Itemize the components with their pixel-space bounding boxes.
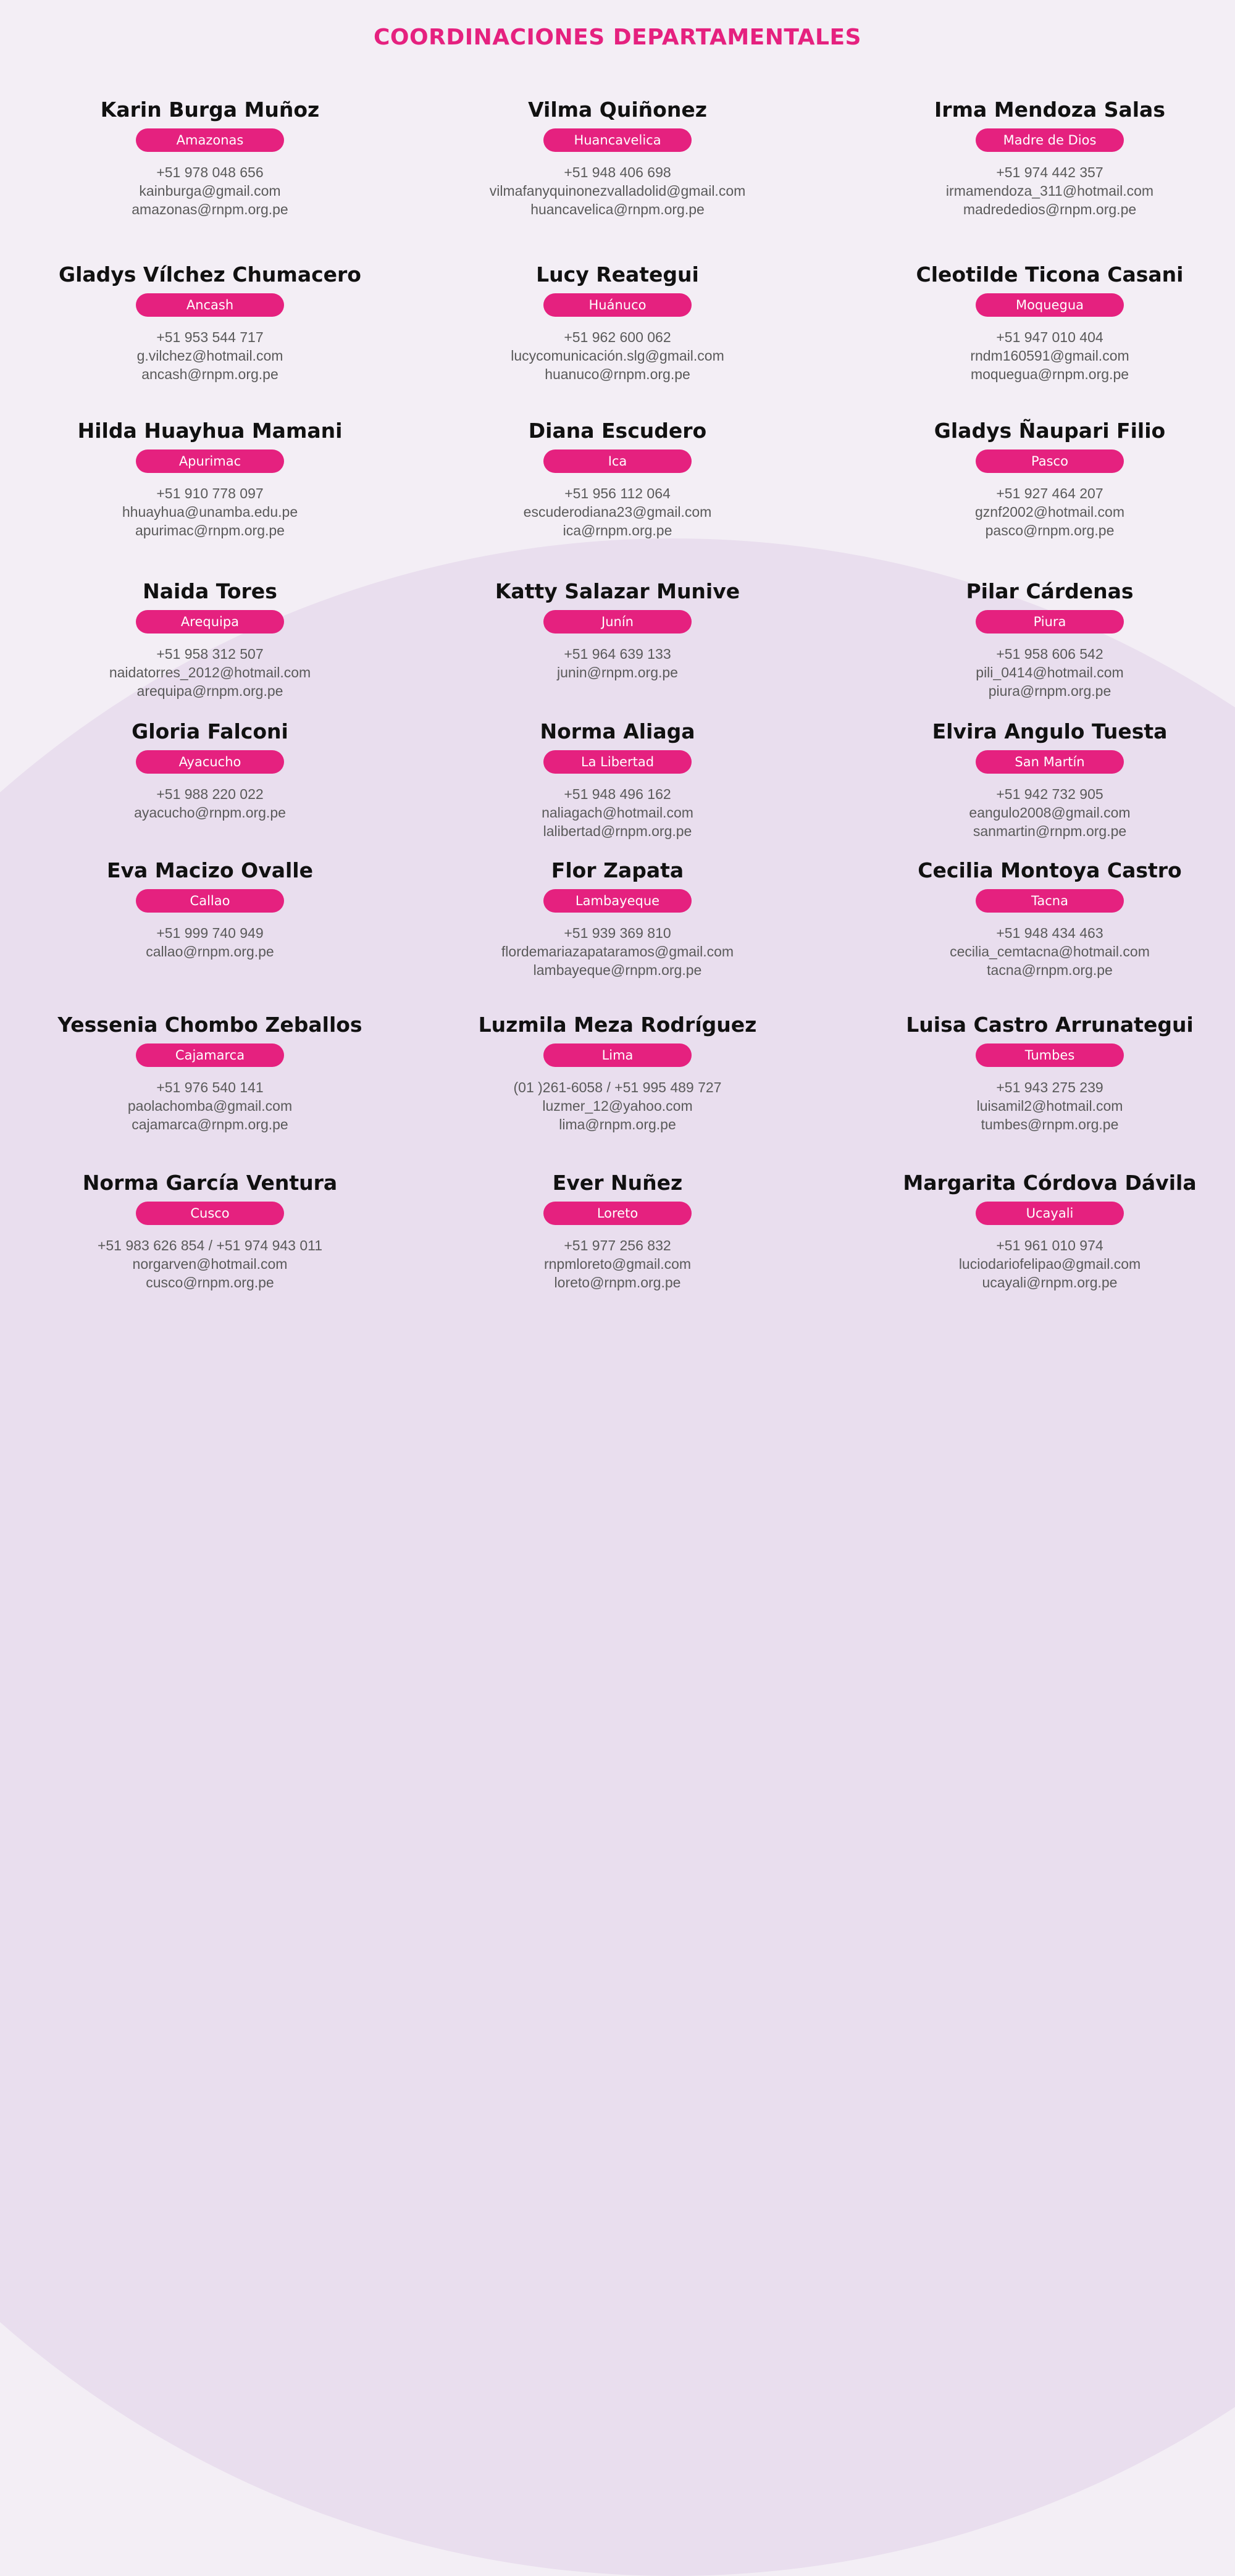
page-title: COORDINACIONES DEPARTAMENTALES <box>374 25 861 50</box>
contact-email[interactable]: lima@rnpm.org.pe <box>559 1116 676 1132</box>
contact-info <box>976 645 1123 700</box>
contact-phone: +51 977 256 832 <box>564 1237 671 1253</box>
contact-phone: +51 999 740 949 <box>156 925 264 941</box>
contact-email[interactable]: sanmartin@rnpm.org.pe <box>973 823 1127 839</box>
department-badge: Lambayeque <box>543 889 692 913</box>
contact-info <box>557 645 678 682</box>
coordinator-name: Irma Mendoza Salas <box>934 98 1165 122</box>
coordinator-name: Norma García Ventura <box>82 1171 338 1195</box>
coordinator-name: Margarita Córdova Dávila <box>903 1171 1197 1195</box>
department-badge: Loreto <box>543 1202 692 1225</box>
contact-info <box>501 924 734 979</box>
contact-email[interactable]: junin@rnpm.org.pe <box>557 664 678 680</box>
contact-email[interactable]: piura@rnpm.org.pe <box>988 683 1112 699</box>
contact-phone: +51 974 442 357 <box>996 164 1103 180</box>
coordinator-card <box>420 719 815 840</box>
contact-email[interactable]: arequipa@rnpm.org.pe <box>136 683 283 699</box>
coordinator-name: Cleotilde Ticona Casani <box>916 262 1184 286</box>
contact-info <box>969 785 1130 840</box>
contact-info <box>128 1078 292 1134</box>
coordinator-name: Naida Tores <box>143 579 277 603</box>
contact-phone: +51 956 112 064 <box>564 485 671 501</box>
contact-email[interactable]: luzmer_12@yahoo.com <box>542 1098 693 1114</box>
department-badge: Madre de Dios <box>976 128 1124 152</box>
contact-info <box>514 1078 722 1134</box>
coordinator-card <box>420 1171 815 1292</box>
coordinator-card <box>12 858 408 961</box>
contact-email[interactable]: tacna@rnpm.org.pe <box>987 962 1113 978</box>
contact-info <box>946 163 1153 219</box>
contact-info <box>511 328 724 383</box>
department-badge: Junín <box>543 610 692 634</box>
contact-email[interactable]: lambayeque@rnpm.org.pe <box>533 962 702 978</box>
coordinator-name: Lucy Reategui <box>536 262 699 286</box>
coordinator-card <box>420 579 815 682</box>
contact-info <box>134 785 286 822</box>
contact-phone: +51 958 606 542 <box>996 646 1103 662</box>
contact-email[interactable]: paolachomba@gmail.com <box>127 1098 293 1114</box>
contact-phone: +51 961 010 974 <box>996 1237 1103 1253</box>
contact-info <box>137 328 283 383</box>
coordinator-card <box>420 98 815 219</box>
contact-email[interactable]: huancavelica@rnpm.org.pe <box>530 201 705 217</box>
department-badge: Ica <box>543 450 692 473</box>
contact-email[interactable]: ayacucho@rnpm.org.pe <box>134 805 286 821</box>
coordinator-name: Gladys Vílchez Chumacero <box>59 262 361 286</box>
coordinator-card <box>12 719 408 822</box>
contact-info <box>109 645 311 700</box>
contact-phone: +51 948 406 698 <box>564 164 671 180</box>
contact-email[interactable]: gznf2002@hotmail.com <box>975 504 1124 520</box>
contact-phone: (01 )261-6058 / +51 995 489 727 <box>513 1079 722 1095</box>
department-badge: Amazonas <box>136 128 284 152</box>
coordinator-name: Luisa Castro Arrunategui <box>906 1013 1194 1037</box>
contact-email[interactable]: ancash@rnpm.org.pe <box>141 366 278 382</box>
contact-email[interactable]: vilmafanyquinonezvalladolid@gmail.com <box>489 183 746 199</box>
contact-phone: +51 988 220 022 <box>156 786 264 802</box>
contact-email[interactable]: lucycomunicación.slg@gmail.com <box>511 348 724 364</box>
contact-email[interactable]: g.vilchez@hotmail.com <box>136 348 283 364</box>
coordinator-card <box>852 262 1235 383</box>
contact-email[interactable]: escuderodiana23@gmail.com <box>523 504 712 520</box>
contact-email[interactable]: apurimac@rnpm.org.pe <box>135 522 285 538</box>
contact-email[interactable]: cecilia_cemtacna@hotmail.com <box>950 943 1150 960</box>
coordinator-card <box>420 419 815 540</box>
contact-phone: +51 942 732 905 <box>996 786 1103 802</box>
department-badge: Ucayali <box>976 1202 1124 1225</box>
contact-info <box>544 1236 691 1292</box>
coordinator-name: Karin Burga Muñoz <box>100 98 320 122</box>
contact-info <box>542 785 693 840</box>
contact-phone: +51 939 369 810 <box>564 925 671 941</box>
coordinator-card <box>12 262 408 383</box>
contact-phone: +51 983 626 854 / +51 974 943 011 <box>97 1237 323 1253</box>
contact-email[interactable]: callao@rnpm.org.pe <box>146 943 274 960</box>
coordinator-name: Diana Escudero <box>528 419 707 443</box>
contact-email[interactable]: pasco@rnpm.org.pe <box>985 522 1115 538</box>
coordinator-name: Vilma Quiñonez <box>528 98 707 122</box>
contact-email[interactable]: luciodariofelipao@gmail.com <box>958 1256 1141 1272</box>
contact-info <box>959 1236 1141 1292</box>
contact-email[interactable]: pili_0414@hotmail.com <box>976 664 1124 680</box>
contact-email[interactable]: rndm160591@gmail.com <box>970 348 1129 364</box>
contact-email[interactable]: flordemariazapataramos@gmail.com <box>501 943 734 960</box>
contact-phone: +51 958 312 507 <box>156 646 264 662</box>
contact-info <box>950 924 1150 979</box>
department-badge: La Libertad <box>543 750 692 774</box>
contact-email[interactable]: irmamendoza_311@hotmail.com <box>945 183 1154 199</box>
contact-email[interactable]: kainburga@gmail.com <box>139 183 281 199</box>
coordinator-name: Flor Zapata <box>551 858 684 882</box>
coordinator-name: Gloria Falconi <box>132 719 288 743</box>
coordinator-card <box>12 419 408 540</box>
department-badge: Cajamarca <box>136 1043 284 1067</box>
contact-email[interactable]: moquegua@rnpm.org.pe <box>970 366 1129 382</box>
contact-info <box>146 924 274 961</box>
contact-phone: +51 976 540 141 <box>156 1079 264 1095</box>
coordinator-name: Luzmila Meza Rodríguez <box>478 1013 757 1037</box>
coordinator-card <box>12 1171 408 1292</box>
department-badge: Piura <box>976 610 1124 634</box>
contact-email[interactable]: ucayali@rnpm.org.pe <box>982 1274 1118 1290</box>
contact-email[interactable]: norgarven@hotmail.com <box>132 1256 288 1272</box>
contact-email[interactable]: cusco@rnpm.org.pe <box>146 1274 274 1290</box>
coordinator-card <box>852 579 1235 700</box>
contact-email[interactable]: eangulo2008@gmail.com <box>969 805 1131 821</box>
coordinator-name: Katty Salazar Munive <box>495 579 740 603</box>
coordinator-card <box>852 1013 1235 1134</box>
coordinator-card <box>852 419 1235 540</box>
coordinator-card <box>852 719 1235 840</box>
department-badge: Moquegua <box>976 293 1124 317</box>
contact-phone: +51 910 778 097 <box>156 485 264 501</box>
department-badge: San Martín <box>976 750 1124 774</box>
contact-phone: +51 948 496 162 <box>564 786 671 802</box>
contact-info <box>524 484 712 540</box>
contact-email[interactable]: loreto@rnpm.org.pe <box>554 1274 681 1290</box>
contact-info <box>132 163 288 219</box>
coordinator-card <box>852 858 1235 979</box>
contact-info <box>122 484 298 540</box>
contact-info <box>975 484 1124 540</box>
coordinator-name: Cecilia Montoya Castro <box>918 858 1182 882</box>
department-badge: Ancash <box>136 293 284 317</box>
contact-email[interactable]: naidatorres_2012@hotmail.com <box>109 664 311 680</box>
contact-phone: +51 947 010 404 <box>996 329 1103 345</box>
contact-email[interactable]: huanuco@rnpm.org.pe <box>545 366 690 382</box>
coordinator-name: Ever Nuñez <box>552 1171 683 1195</box>
coordinator-name: Eva Macizo Ovalle <box>107 858 313 882</box>
department-badge: Lima <box>543 1043 692 1067</box>
coordinator-name: Pilar Cárdenas <box>966 579 1134 603</box>
department-badge: Tumbes <box>976 1043 1124 1067</box>
contact-phone: +51 927 464 207 <box>996 485 1103 501</box>
contact-email[interactable]: hhuayhua@unamba.edu.pe <box>122 504 298 520</box>
coordinator-card <box>420 858 815 979</box>
department-badge: Ayacucho <box>136 750 284 774</box>
coordinator-card <box>12 579 408 700</box>
department-badge: Pasco <box>976 450 1124 473</box>
coordinator-name: Gladys Ñaupari Filio <box>934 419 1166 443</box>
contact-info <box>970 328 1129 383</box>
contact-email[interactable]: ica@rnpm.org.pe <box>563 522 672 538</box>
department-badge: Cusco <box>136 1202 284 1225</box>
contact-info <box>98 1236 322 1292</box>
department-badge: Apurimac <box>136 450 284 473</box>
coordinator-card <box>420 262 815 383</box>
department-badge: Arequipa <box>136 610 284 634</box>
department-badge: Callao <box>136 889 284 913</box>
contact-email[interactable]: luisamil2@hotmail.com <box>976 1098 1123 1114</box>
coordinator-card <box>852 98 1235 219</box>
contact-email[interactable]: lalibertad@rnpm.org.pe <box>543 823 692 839</box>
contact-phone: +51 978 048 656 <box>156 164 264 180</box>
contact-phone: +51 962 600 062 <box>564 329 671 345</box>
contact-email[interactable]: amazonas@rnpm.org.pe <box>132 201 288 217</box>
contact-info <box>977 1078 1123 1134</box>
coordinator-name: Yessenia Chombo Zeballos <box>57 1013 362 1037</box>
contact-email[interactable]: naliagach@hotmail.com <box>542 805 693 821</box>
contact-phone: +51 943 275 239 <box>996 1079 1103 1095</box>
contact-phone: +51 948 434 463 <box>996 925 1103 941</box>
contact-email[interactable]: madrededios@rnpm.org.pe <box>963 201 1137 217</box>
coordinator-name: Norma Aliaga <box>540 719 695 743</box>
department-badge: Huancavelica <box>543 128 692 152</box>
coordinator-name: Hilda Huayhua Mamani <box>77 419 343 443</box>
coordinator-card <box>12 1013 408 1134</box>
department-badge: Tacna <box>976 889 1124 913</box>
contact-phone: +51 964 639 133 <box>564 646 671 662</box>
coordinator-name: Elvira Angulo Tuesta <box>932 719 1168 743</box>
department-badge: Huánuco <box>543 293 692 317</box>
contact-email[interactable]: rnpmloreto@gmail.com <box>543 1256 692 1272</box>
coordinator-card <box>12 98 408 219</box>
contact-email[interactable]: cajamarca@rnpm.org.pe <box>132 1116 288 1132</box>
contact-phone: +51 953 544 717 <box>156 329 264 345</box>
contact-info <box>490 163 746 219</box>
coordinator-card <box>852 1171 1235 1292</box>
contact-email[interactable]: tumbes@rnpm.org.pe <box>981 1116 1119 1132</box>
coordinator-card <box>420 1013 815 1134</box>
